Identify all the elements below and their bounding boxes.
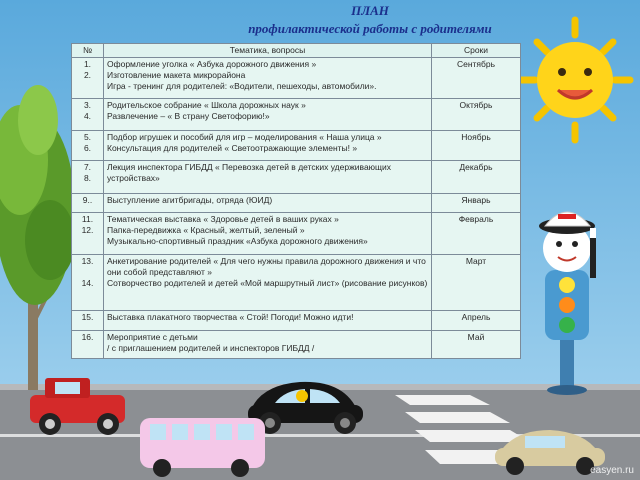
row-term: Май <box>432 331 521 359</box>
row-topic: Оформление уголка « Азбука дорожного движения » Изготовление макета микрорайона Игра - тренинг для родителей: «Водители, пешеходы, автомобили». <box>104 58 432 99</box>
row-term: Ноябрь <box>432 131 521 161</box>
row-number: 5. 6. <box>72 131 104 161</box>
row-topic: Лекция инспектора ГИБДД « Перевозка детей в детских удерживающих устройствах» <box>104 161 432 194</box>
plan-title: ПЛАН <box>351 3 389 18</box>
row-number: 1. 2. <box>72 58 104 99</box>
column-header-term: Сроки <box>432 44 521 58</box>
plan-table <box>71 43 521 359</box>
row-term: Декабрь <box>432 161 521 194</box>
row-term: Сентябрь <box>432 58 521 99</box>
row-topic: Анкетирование родителей « Для чего нужны правила дорожного движения и что они собой представляют » Сотворчество родителей и детей «Мой маршрутный лист» (рисование рисунков) <box>104 255 432 311</box>
row-topic: Родительское собрание « Школа дорожных наук » Развлечение – « В страну Светофорию!» <box>104 99 432 131</box>
row-number: 15. <box>72 311 104 331</box>
table-row <box>72 58 521 99</box>
table-header-row <box>72 44 521 58</box>
table-row <box>72 131 521 161</box>
row-term: Февраль <box>432 213 521 255</box>
row-term: Октябрь <box>432 99 521 131</box>
table-row <box>72 194 521 213</box>
row-term: Апрель <box>432 311 521 331</box>
row-number: 7. 8. <box>72 161 104 194</box>
row-topic: Мероприятие с детьми / с приглашением родителей и инспекторов ГИБДД / <box>104 331 432 359</box>
row-term: Январь <box>432 194 521 213</box>
column-header-number: № <box>72 44 104 58</box>
row-topic: Выставка плакатного творчества « Стой! Погоди! Можно идти! <box>104 311 432 331</box>
table-row <box>72 331 521 359</box>
column-header-topic: Тематика, вопросы <box>104 44 432 58</box>
table-row <box>72 255 521 311</box>
table-row <box>72 213 521 255</box>
row-number: 13. 14. <box>72 255 104 311</box>
table-row <box>72 311 521 331</box>
row-number: 9.. <box>72 194 104 213</box>
plan-subtitle: профилактической работы с родителями <box>248 21 492 36</box>
row-topic: Подбор игрушек и пособий для игр – моделирования « Наша улица » Консультация для родителей « Светоотражающие элементы! » <box>104 131 432 161</box>
row-number: 16. <box>72 331 104 359</box>
row-number: 11. 12. <box>72 213 104 255</box>
table-row <box>72 161 521 194</box>
row-topic: Тематическая выставка « Здоровье детей в ваших руках » Папка-передвижка « Красный, желтый, зеленый » Музыкально-спортивный праздник «Азбука дорожного движения» <box>104 213 432 255</box>
watermark: easyen.ru <box>590 465 634 476</box>
table-row <box>72 99 521 131</box>
row-topic: Выступление агитбригады, отряда (ЮИД) <box>104 194 432 213</box>
row-number: 3. 4. <box>72 99 104 131</box>
row-term: Март <box>432 255 521 311</box>
